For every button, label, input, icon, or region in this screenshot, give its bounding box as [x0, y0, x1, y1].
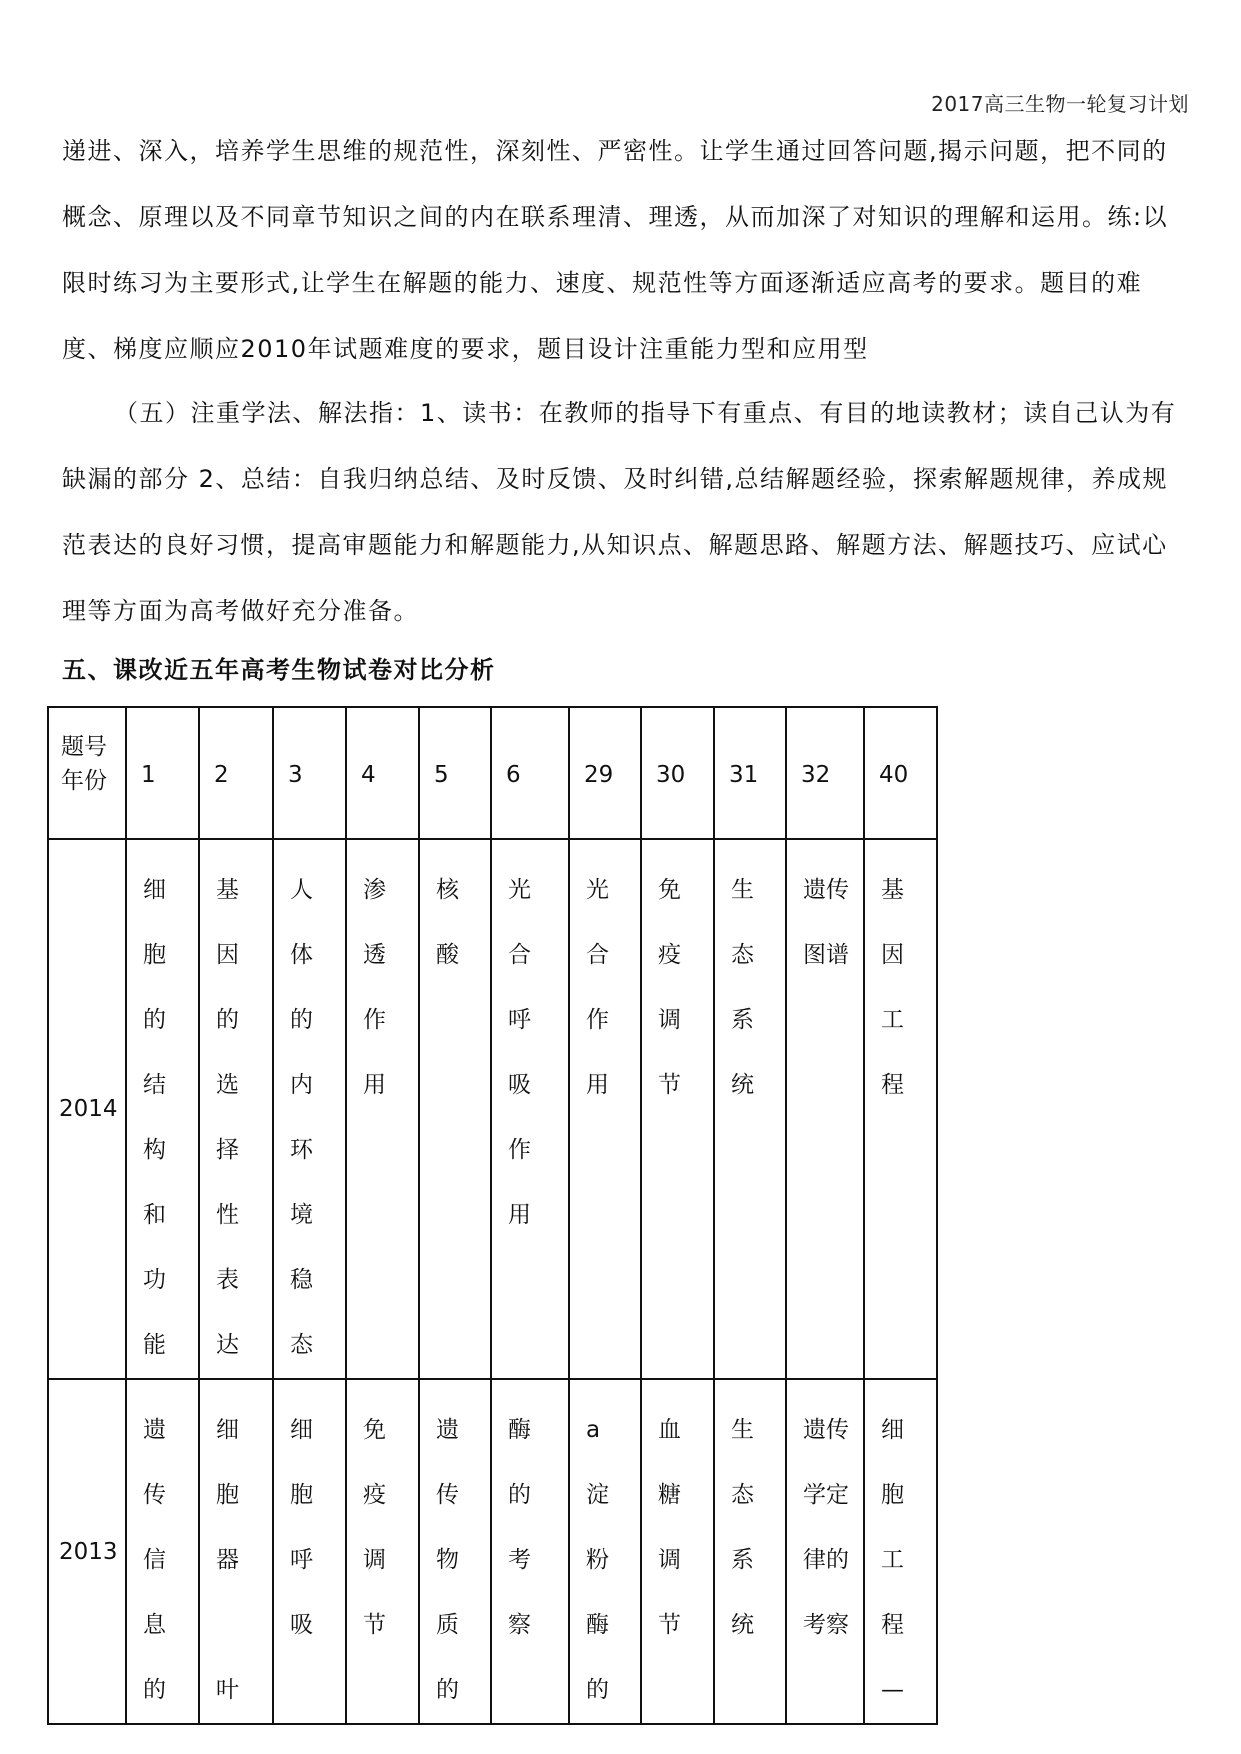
topic-char: 基	[216, 877, 239, 903]
comparison-table	[47, 706, 938, 1725]
topic-char: 因	[216, 942, 239, 968]
topic-char: 酶	[508, 1417, 531, 1443]
column-header: 2	[199, 707, 273, 839]
topic-char: 呼	[508, 1007, 531, 1033]
topic-char: 细	[143, 877, 166, 903]
topic-char: 的	[290, 1007, 313, 1033]
topic-char: 的	[436, 1677, 459, 1703]
topic-char: 渗	[363, 877, 386, 903]
topic-char: 节	[658, 1072, 681, 1098]
topic-cell	[569, 1379, 641, 1724]
topic-char: 性	[216, 1202, 239, 1228]
topic-char: 的	[216, 1007, 239, 1033]
topic-cell	[641, 1379, 714, 1724]
topic-char: 学定	[803, 1482, 849, 1508]
body-paragraph-2-text: （五）注重学法、解法指：1、读书：在教师的指导下有重点、有目的地读教材；读自己认为有缺漏的部分 2、总结：自我归纳总结、及时反馈、及时纠错,总结解题经验，探索解题规律，养成规范表达的良好习惯，提高审题能力和解题能力,从知识点、解题思路、解题方法、解题技巧、应试心理等方面为高考做好充分准备。	[62, 399, 1177, 625]
topic-char: 光	[508, 877, 531, 903]
topic-char: 胞	[881, 1482, 904, 1508]
topic-char: 糖	[658, 1482, 681, 1508]
topic-char: 程	[881, 1072, 904, 1098]
topic-char: 律的	[803, 1547, 849, 1573]
column-header: 3	[273, 707, 346, 839]
topic-char: 传	[436, 1482, 459, 1508]
topic-char: 酸	[436, 942, 459, 968]
topic-char: 功	[143, 1267, 166, 1293]
topic-char: 淀	[586, 1482, 609, 1508]
topic-char: 结	[143, 1072, 166, 1098]
topic-cell	[714, 839, 786, 1379]
topic-char: 疫	[658, 942, 681, 968]
column-header: 6	[491, 707, 569, 839]
topic-char: 生	[731, 1417, 754, 1443]
topic-char: 的	[508, 1482, 531, 1508]
topic-char: 态	[731, 942, 754, 968]
topic-char: 作	[363, 1007, 386, 1033]
column-header: 30	[641, 707, 714, 839]
table-header-row	[48, 707, 937, 839]
topic-char: 血	[658, 1417, 681, 1443]
topic-char: 态	[290, 1332, 313, 1358]
topic-cell	[419, 839, 491, 1379]
topic-char: 细	[290, 1417, 313, 1443]
topic-char: 核	[436, 877, 459, 903]
topic-char: 用	[586, 1072, 609, 1098]
topic-char: 察	[508, 1612, 531, 1638]
topic-cell	[346, 1379, 419, 1724]
topic-cell	[491, 839, 569, 1379]
column-header: 29	[569, 707, 641, 839]
topic-char: 的	[586, 1677, 609, 1703]
topic-char: —	[881, 1677, 904, 1703]
topic-char: 遗	[436, 1417, 459, 1443]
topic-char: 呼	[290, 1547, 313, 1573]
topic-cell	[641, 839, 714, 1379]
topic-char: 选	[216, 1072, 239, 1098]
topic-char: 体	[290, 942, 313, 968]
topic-cell	[864, 839, 937, 1379]
topic-char: 遗传	[803, 1417, 849, 1443]
topic-char: 的	[143, 1007, 166, 1033]
topic-cell	[273, 839, 346, 1379]
topic-char: 人	[290, 877, 313, 903]
topic-cell	[273, 1379, 346, 1724]
topic-char: 传	[143, 1482, 166, 1508]
topic-char: 调	[363, 1547, 386, 1573]
topic-char: 系	[731, 1547, 754, 1573]
topic-cell	[864, 1379, 937, 1724]
topic-char: 构	[143, 1137, 166, 1163]
topic-char: 统	[731, 1612, 754, 1638]
topic-char: 作	[508, 1137, 531, 1163]
topic-char: 光	[586, 877, 609, 903]
topic-char: 透	[363, 942, 386, 968]
column-label: 题号	[61, 734, 107, 760]
topic-char: 调	[658, 1007, 681, 1033]
topic-cell	[491, 1379, 569, 1724]
topic-char: 作	[586, 1007, 609, 1033]
topic-cell	[786, 839, 864, 1379]
topic-char: 表	[216, 1267, 239, 1293]
topic-char: 节	[363, 1612, 386, 1638]
topic-char: 质	[436, 1612, 459, 1638]
topic-char: 叶	[216, 1677, 239, 1703]
topic-char	[216, 1593, 272, 1658]
topic-char: 和	[143, 1202, 166, 1228]
topic-char: 态	[731, 1482, 754, 1508]
table-row	[48, 839, 937, 1379]
year-cell: 2013	[48, 1379, 126, 1724]
document-header: 2017高三生物一轮复习计划	[931, 92, 1189, 116]
topic-char: 细	[881, 1417, 904, 1443]
topic-char: 胞	[290, 1482, 313, 1508]
column-header: 31	[714, 707, 786, 839]
topic-char: 遗传	[803, 877, 849, 903]
topic-char: 息	[143, 1612, 166, 1638]
topic-cell	[419, 1379, 491, 1724]
topic-char: 调	[658, 1547, 681, 1573]
topic-char: 用	[508, 1202, 531, 1228]
topic-cell	[126, 1379, 199, 1724]
topic-char: 胞	[216, 1482, 239, 1508]
topic-char: 合	[508, 942, 531, 968]
topic-char: 合	[586, 942, 609, 968]
topic-char: 择	[216, 1137, 239, 1163]
topic-char: 境	[290, 1202, 313, 1228]
column-header: 5	[419, 707, 491, 839]
topic-char: 遗	[143, 1417, 166, 1443]
topic-char: 环	[290, 1137, 313, 1163]
topic-char: 达	[216, 1332, 239, 1358]
column-header: 4	[346, 707, 419, 839]
topic-cell	[126, 839, 199, 1379]
column-header: 32	[786, 707, 864, 839]
topic-char: 粉	[586, 1547, 609, 1573]
body-paragraph-2	[62, 380, 1192, 644]
topic-char: 节	[658, 1612, 681, 1638]
topic-char: 工	[881, 1547, 904, 1573]
topic-char: 胞	[143, 942, 166, 968]
topic-char: 免	[658, 877, 681, 903]
topic-char: 酶	[586, 1612, 609, 1638]
topic-char: a	[586, 1417, 601, 1443]
topic-char: 内	[290, 1072, 313, 1098]
table-row	[48, 1379, 937, 1724]
column-header: 40	[864, 707, 937, 839]
topic-char: 图谱	[803, 942, 849, 968]
topic-cell	[569, 839, 641, 1379]
topic-char: 疫	[363, 1482, 386, 1508]
topic-char: 物	[436, 1547, 459, 1573]
topic-char: 能	[143, 1332, 166, 1358]
topic-char: 免	[363, 1417, 386, 1443]
topic-char: 吸	[508, 1072, 531, 1098]
topic-cell	[199, 839, 273, 1379]
topic-cell	[199, 1379, 273, 1724]
section-heading: 五、课改近五年高考生物试卷对比分析	[62, 656, 496, 684]
topic-char: 信	[143, 1547, 166, 1573]
topic-cell	[714, 1379, 786, 1724]
body-paragraph-1: 递进、深入，培养学生思维的规范性，深刻性、严密性。让学生通过回答问题,揭示问题，把不同的概念、原理以及不同章节知识之间的内在联系理清、理透，从而加深了对知识的理解和运用。练:以限时练习为主要形式,让学生在解题的能力、速度、规范性等方面逐渐适应高考的要求。题目的难度、梯度应顺应2010年试题难度的要求，题目设计注重能力型和应用型	[62, 137, 1169, 363]
topic-char: 统	[731, 1072, 754, 1098]
corner-cell	[48, 707, 126, 839]
topic-char: 工	[881, 1007, 904, 1033]
topic-char: 稳	[290, 1267, 313, 1293]
year-cell: 2014	[48, 839, 126, 1379]
topic-char: 系	[731, 1007, 754, 1033]
topic-char: 考	[508, 1547, 531, 1573]
topic-char: 因	[881, 942, 904, 968]
column-header: 1	[126, 707, 199, 839]
topic-cell	[346, 839, 419, 1379]
topic-char: 用	[363, 1072, 386, 1098]
topic-char: 细	[216, 1417, 239, 1443]
topic-char: 吸	[290, 1612, 313, 1638]
topic-char: 生	[731, 877, 754, 903]
topic-char: 程	[881, 1612, 904, 1638]
topic-char: 的	[143, 1677, 166, 1703]
row-label: 年份	[61, 768, 107, 794]
topic-char: 器	[216, 1547, 239, 1573]
topic-cell	[786, 1379, 864, 1724]
topic-char: 基	[881, 877, 904, 903]
topic-char: 考察	[803, 1612, 849, 1638]
